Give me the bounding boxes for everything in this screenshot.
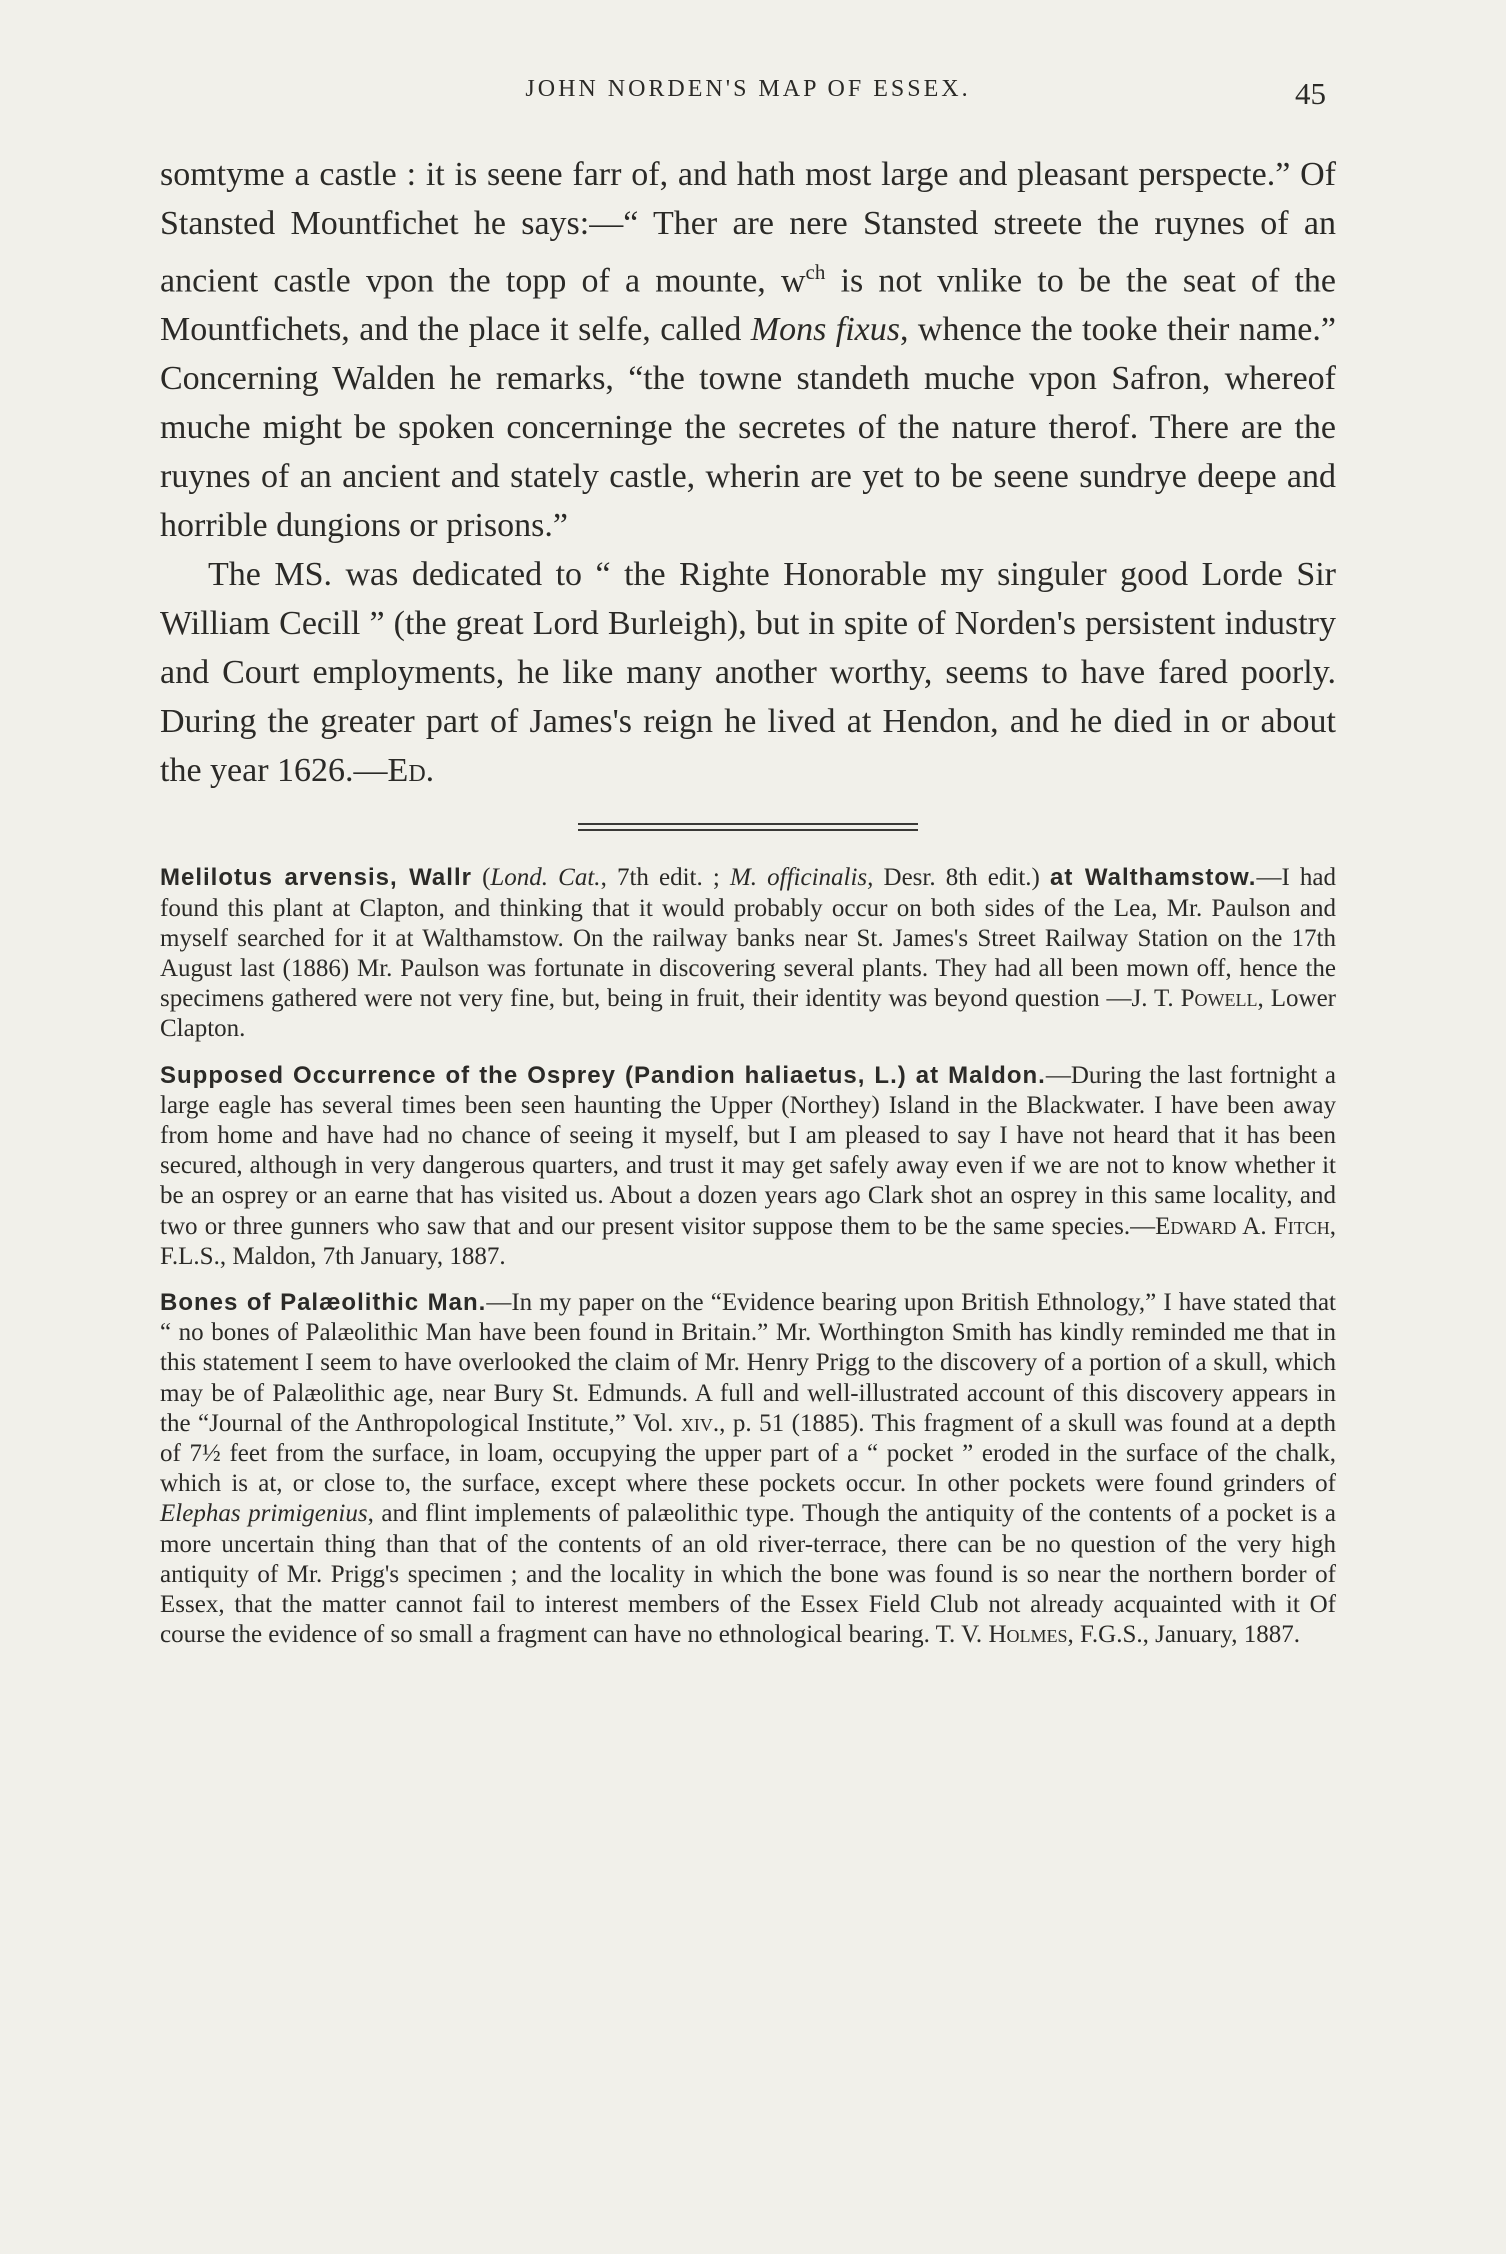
page-number: 45: [1295, 76, 1326, 111]
note-author: Powell: [1180, 985, 1258, 1013]
note-title: Melilotus arvensis, Wallr: [160, 864, 472, 892]
species-italic: M. officinalis,: [729, 864, 874, 892]
note-bones: [160, 1288, 1336, 1650]
paragraph-norden-quotes: [160, 150, 1336, 550]
note-body: , p. 51 (1885). This fragment of a skull was found at a depth of 7½ feet from the surface, in loam, occupying the upper part of a “ pocket ” eroded in the surface of the chalk, which is at, or close to, the surface, except where these pockets occur. In other pockets were found grinders of: [160, 1409, 1337, 1498]
note-melilotus: [160, 863, 1336, 1044]
species-italic: Elephas primigenius: [160, 1500, 368, 1528]
latin-place-name: Mons fixus: [750, 311, 900, 349]
superscript-abbreviation: ch: [805, 260, 826, 284]
note-text: (: [471, 864, 491, 892]
paragraph-text: somtyme a castle : it is seene farr of, and hath most large and pleasant perspecte.” Of Stansted Mountfichet he says:—“ Ther are nere Stansted streete the ruynes of an ancient castle vpon the topp of a mounte, w: [160, 156, 1336, 300]
divider-rule: [578, 823, 918, 825]
note-tail: , F.L.S., Maldon, 7th January, 1887.: [160, 1212, 1336, 1270]
citation-italic: Lond. Cat.: [490, 864, 601, 892]
note-author: Edward A. Fitch: [1155, 1212, 1330, 1240]
paragraph-text: , whence the tooke their name.” Concerning Walden he remarks, “the towne standeth muche vpon Safron, whereof muche might be spoken concerninge the secretes of the nature therof. There are the ruynes of an ancient and stately castle, wherin are yet to be seene sundrye deepe and horrible dungions or prisons.”: [160, 311, 1336, 545]
note-body: —I had found this plant at Clapton, and thinking that it would probably occur on both sides of the Lea, Mr. Paulson and myself searched for it at Walthamstow. On the railway banks near St. James's Street Railway Station on the 17th August last (1886) Mr. Paulson was fortunate in discovering several plants. They had all been mown off, hence the specimens gathered were not very fine, but, being in fruit, their identity was beyond question —J. T.: [160, 864, 1336, 1013]
paragraph-text: is not vnlike to be the seat of the Mountfichets, and the place it selfe, called: [160, 262, 1337, 349]
note-title: Bones of Palæolithic Man.: [160, 1288, 487, 1316]
volume-number: xiv.: [680, 1409, 720, 1437]
note-text: Desr. 8th edit.): [873, 864, 1050, 892]
note-title: Supposed Occurrence of the Osprey (Pandion haliaetus, L.) at Maldon.: [160, 1061, 1046, 1089]
note-osprey: [160, 1061, 1336, 1272]
editor-signature: Ed.: [387, 752, 435, 790]
section-divider: [578, 823, 918, 831]
note-body: —During the last fortnight a large eagle has several times been seen haunting the Upper (Northey) Island in the Blackwater. I have been away from home and have had no chance of seeing it myself, but I am pleased to say I have not heard that it has been secured, although in very dangerous quarters, and trust it may get safely away even if we are not to know whether it be an osprey or an earne that has visited us. About a dozen years ago Clark shot an osprey in this same locality, and two or three gunners who saw that and our present visitor suppose them to be the same species.—: [160, 1061, 1337, 1240]
note-tail: , F.G.S., January, 1887.: [1067, 1621, 1300, 1649]
note-body: , and flint implements of palæolithic type. Though the antiquity of the contents of a pocket is a more uncertain thing than that of the contents of an old river-terrace, there can be no question of the very high antiquity of Mr. Prigg's specimen ; and the locality in which the bone was found is so near the northern border of Essex, that the matter cannot fail to interest members of the Essex Field Club not already acquainted with it Of course the evidence of so small a fragment can have no ethnological bearing. T. V.: [160, 1500, 1337, 1649]
note-title: at Walthamstow.: [1050, 864, 1257, 892]
note-body: —In my paper on the “Evidence bearing upon British Ethnology,” I have stated that “ no bones of Palæolithic Man have been found in Britain.” Mr. Worthington Smith has kindly reminded me that in this statement I seem to have overlooked the claim of Mr. Henry Prigg to the discovery of a portion of a skull, which may be of Palæolithic age, near Bury St. Edmunds. A full and well-illustrated account of this discovery appears in the “Journal of the Anthropological Institute,” Vol.: [160, 1288, 1337, 1437]
running-title: JOHN NORDEN'S MAP OF ESSEX.: [525, 76, 971, 102]
paragraph-dedication: [160, 550, 1336, 795]
paragraph-text: The MS. was dedicated to “ the Righte Honorable my singuler good Lorde Sir William Cecill ” (the great Lord Burleigh), but in spite of Norden's persistent industry and Court employments, he like many another worthy, seems to have fared poorly. During the greater part of James's reign he lived at Hendon, and he died in or about the year 1626.—: [160, 556, 1336, 790]
note-author: Holmes: [988, 1621, 1068, 1649]
note-place: , Lower Clapton.: [160, 985, 1337, 1043]
divider-rule: [578, 829, 918, 831]
note-text: , 7th edit. ;: [600, 864, 730, 892]
main-text: [160, 150, 1336, 1666]
page-header: [160, 76, 1336, 116]
